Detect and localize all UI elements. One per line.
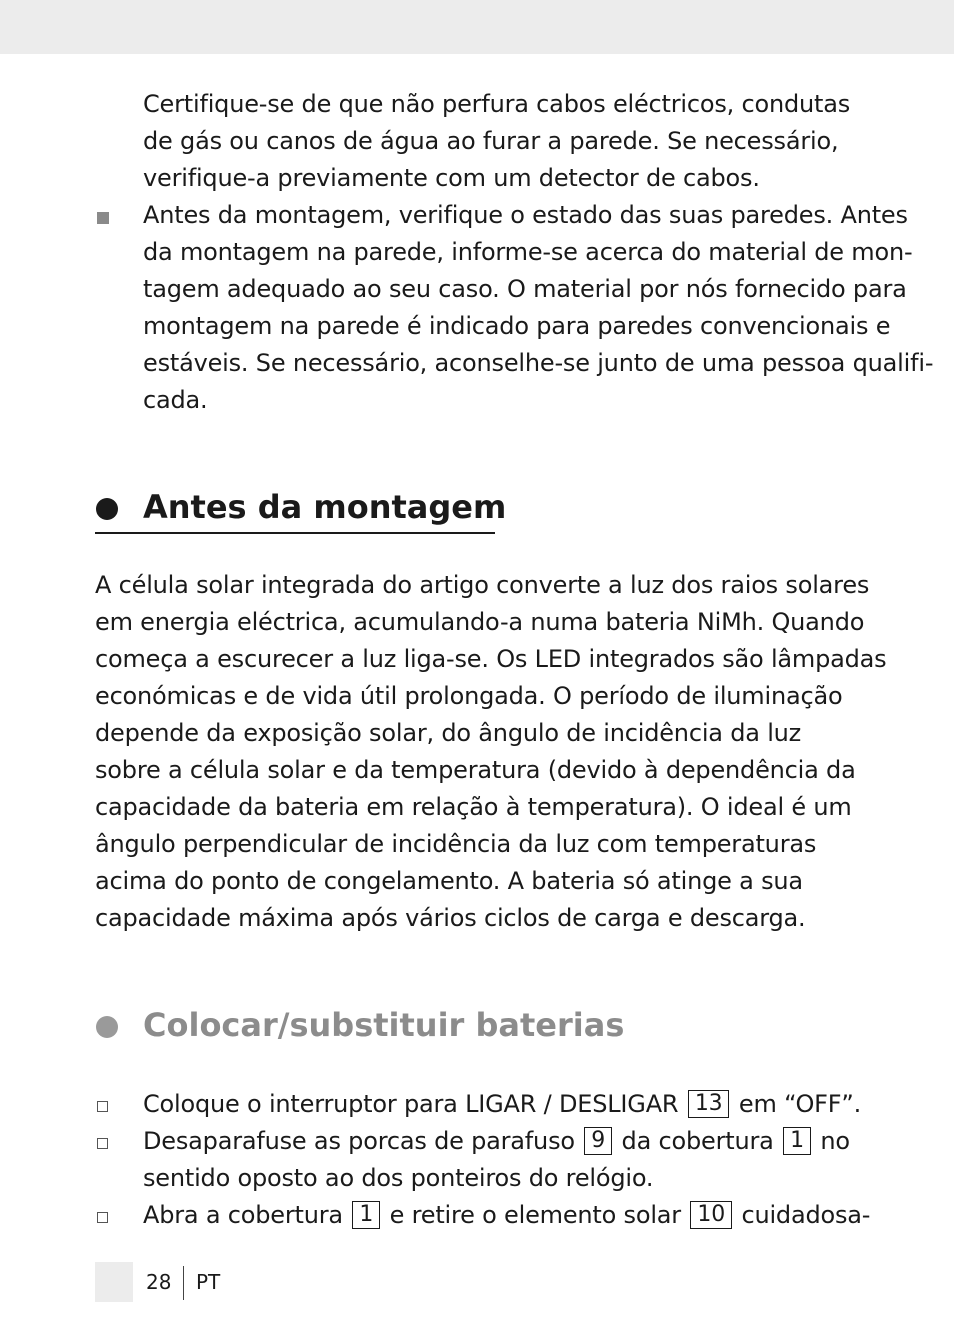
- top-bar: [0, 0, 954, 54]
- step-text: Coloque o interruptor para LIGAR / DESLIGAR: [143, 1090, 679, 1118]
- page-number: 28: [146, 1270, 172, 1294]
- step-text: Desaparafuse as porcas de parafuso: [143, 1127, 575, 1155]
- checkbox-bullet-icon: [97, 1101, 108, 1112]
- step-text: no: [820, 1127, 850, 1155]
- text-line: económicas e de vida útil prolongada. O período de iluminação: [95, 682, 843, 710]
- part-reference-box: 13: [688, 1090, 730, 1118]
- text-line: Certifique-se de que não perfura cabos eléctricos, condutas: [143, 90, 851, 118]
- text-line: montagem na parede é indicado para paredes convencionais e: [143, 312, 891, 340]
- step-text: e retire o elemento solar: [389, 1201, 681, 1229]
- section-bullet-dot-icon: [96, 1016, 118, 1038]
- text-line: A célula solar integrada do artigo converte a luz dos raios solares: [95, 571, 870, 599]
- part-reference-box: 1: [783, 1127, 811, 1155]
- text-line: tagem adequado ao seu caso. O material por nós fornecido para: [143, 275, 907, 303]
- step-2: [143, 1123, 850, 1160]
- text-line: de gás ou canos de água ao furar a parede. Se necessário,: [143, 127, 839, 155]
- step-1: [143, 1086, 861, 1123]
- step-3: [143, 1197, 870, 1234]
- text-line: ângulo perpendicular de incidência da luz com temperaturas: [95, 830, 817, 858]
- checkbox-bullet-icon: [97, 1138, 108, 1149]
- text-line: estáveis. Se necessário, aconselhe-se junto de uma pessoa qualifi-: [143, 349, 934, 377]
- checkbox-bullet-icon: [97, 1212, 108, 1223]
- text-line: em energia eléctrica, acumulando-a numa bateria NiMh. Quando: [95, 608, 865, 636]
- footer-tab: [95, 1262, 133, 1302]
- text-line: Antes da montagem, verifique o estado das suas paredes. Antes: [143, 201, 908, 229]
- text-line: acima do ponto de congelamento. A bateria só atinge a sua: [95, 867, 803, 895]
- section-bullet-dot-icon: [96, 498, 118, 520]
- text-line: da montagem na parede, informe-se acerca do material de mon-: [143, 238, 913, 266]
- step-text: cuidadosa-: [741, 1201, 871, 1229]
- heading-underline: [95, 532, 495, 534]
- text-line: depende da exposição solar, do ângulo de incidência da luz: [95, 719, 802, 747]
- part-reference-box: 9: [584, 1127, 612, 1155]
- language-code: PT: [196, 1270, 221, 1294]
- step-text: da cobertura: [621, 1127, 774, 1155]
- step-text: em “OFF”.: [738, 1090, 862, 1118]
- text-line: sobre a célula solar e da temperatura (devido à dependência da: [95, 756, 856, 784]
- step-2-continuation: sentido oposto ao dos ponteiros do relógio.: [143, 1164, 654, 1192]
- text-line: capacidade máxima após vários ciclos de carga e descarga.: [95, 904, 806, 932]
- text-line: começa a escurecer a luz liga-se. Os LED integrados são lâmpadas: [95, 645, 887, 673]
- text-line: cada.: [143, 386, 208, 414]
- text-line: verifique-a previamente com um detector de cabos.: [143, 164, 760, 192]
- step-text: Abra a cobertura: [143, 1201, 343, 1229]
- section-heading-batteries: Colocar/substituir baterias: [143, 1006, 625, 1044]
- square-bullet-icon: [97, 212, 109, 224]
- part-reference-box: 1: [352, 1201, 380, 1229]
- footer-divider: [183, 1266, 184, 1300]
- section-heading-before-mounting: Antes da montagem: [143, 488, 507, 526]
- text-line: capacidade da bateria em relação à temperatura). O ideal é um: [95, 793, 852, 821]
- part-reference-box: 10: [690, 1201, 732, 1229]
